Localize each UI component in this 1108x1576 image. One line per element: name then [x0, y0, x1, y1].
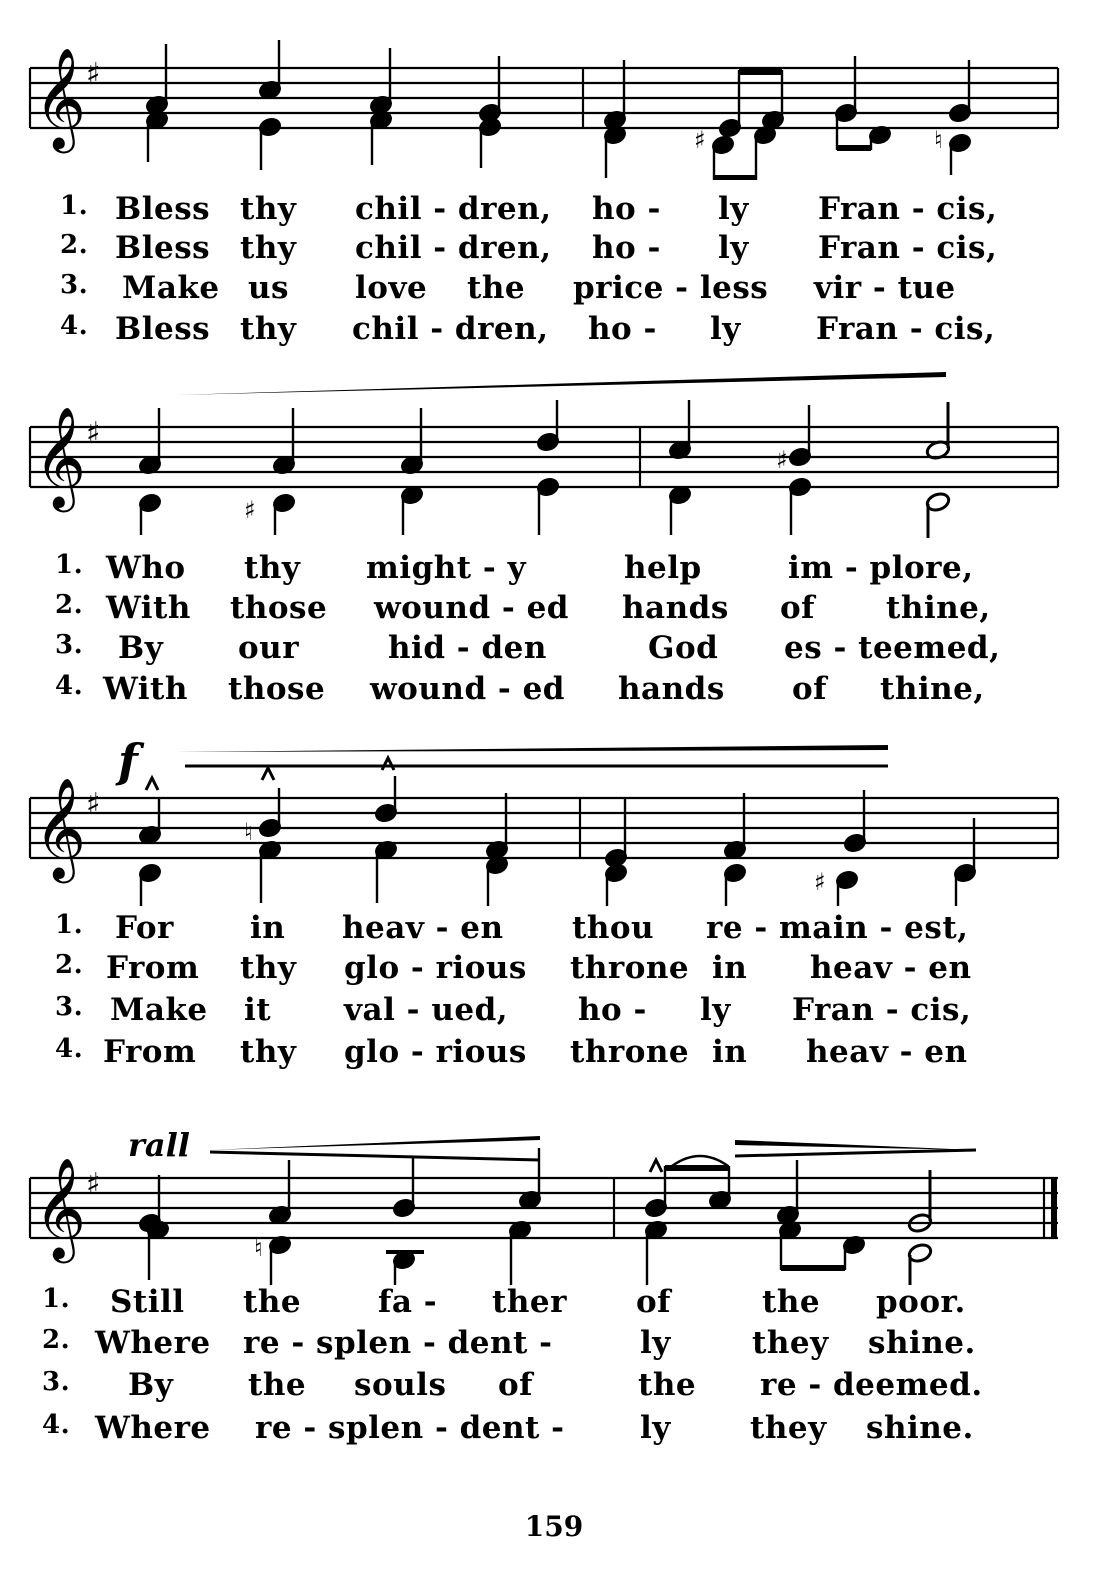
lyric-syllable: poor.	[876, 1284, 966, 1320]
sharp-icon: ♯	[244, 496, 256, 524]
lyric-syllable: By	[118, 630, 164, 666]
lyric-syllable: Bless	[115, 191, 211, 227]
lyric-syllable: hands	[622, 590, 729, 626]
lyric-syllable: hid - den	[388, 630, 547, 666]
verse-number: 2.	[55, 590, 84, 620]
verse-4-line	[0, 1034, 1108, 1074]
lyric-syllable: ly	[718, 230, 749, 266]
lyric-syllable: glo - rious	[344, 950, 527, 986]
lyric-syllable: Fran - cis,	[792, 992, 972, 1028]
lyric-syllable: they	[752, 1325, 829, 1361]
verse-2-line	[0, 230, 1108, 270]
lyric-syllable: Make	[110, 992, 208, 1028]
lyric-syllable: fa -	[378, 1284, 438, 1320]
lyric-syllable: it	[244, 992, 272, 1028]
verse-1-line	[0, 191, 1108, 231]
lyric-syllable: thy	[240, 950, 297, 986]
verse-number: 4.	[55, 671, 84, 701]
lyric-syllable: chil - dren,	[355, 230, 552, 266]
verse-number: 2.	[42, 1325, 71, 1355]
verse-2-line	[0, 590, 1108, 630]
page-number: 159	[524, 1510, 584, 1543]
lyric-syllable: shine.	[868, 1325, 976, 1361]
verse-number: 3.	[42, 1367, 71, 1397]
verse-1-line	[0, 910, 1108, 950]
lyric-syllable: ly	[640, 1325, 671, 1361]
lyric-syllable: price - less	[573, 270, 769, 306]
lyric-syllable: Who	[106, 550, 186, 586]
lyric-syllable: they	[750, 1410, 827, 1446]
crescendo-hairpin	[210, 1136, 540, 1150]
verse-2-line	[0, 950, 1108, 990]
lyric-syllable: shine.	[866, 1410, 974, 1446]
lyric-syllable: wound - ed	[374, 590, 569, 626]
lyric-syllable: Fran - cis,	[818, 191, 998, 227]
lyric-syllable: might - y	[366, 550, 527, 586]
staff-3	[0, 728, 1108, 908]
lyric-syllable: those	[230, 590, 328, 626]
lyric-syllable: throne	[570, 950, 690, 986]
lyric-syllable: thy	[244, 550, 301, 586]
sharp-icon: ♯	[814, 868, 826, 896]
sharp-icon: ♯	[86, 1167, 101, 1202]
lyric-syllable: thy	[240, 191, 297, 227]
lyric-syllable: ly	[640, 1410, 671, 1446]
lyric-syllable: ly	[710, 311, 741, 347]
lyric-syllable: thy	[240, 311, 297, 347]
lyric-syllable: Where	[95, 1325, 211, 1361]
lyric-syllable: the	[638, 1367, 697, 1403]
lyric-syllable: throne	[570, 1034, 690, 1070]
verse-number: 3.	[55, 630, 84, 660]
sharp-icon: ♯	[86, 416, 101, 451]
verse-number: 3.	[55, 992, 84, 1022]
verse-4-line	[0, 671, 1108, 711]
lyric-syllable: im - plore,	[788, 550, 974, 586]
lyric-syllable: val - ued,	[344, 992, 509, 1028]
dynamic-marking: f	[118, 734, 138, 788]
lyric-syllable: re - splen - dent -	[243, 1325, 553, 1361]
lyric-syllable: Bless	[115, 230, 211, 266]
lyric-syllable: ly	[718, 191, 749, 227]
verse-number: 3.	[60, 270, 89, 300]
lyric-syllable: es - teemed,	[784, 630, 1001, 666]
lyric-syllable: of	[792, 671, 828, 707]
lyric-syllable: in	[250, 910, 286, 946]
lyric-syllable: our	[238, 630, 300, 666]
verse-number: 1.	[55, 910, 84, 940]
natural-icon: ♮	[934, 126, 943, 154]
lyric-syllable: in	[712, 950, 748, 986]
verse-number: 1.	[60, 191, 89, 221]
lyric-syllable: re - main - est,	[706, 910, 969, 946]
lyric-syllable: heav - en	[806, 1034, 968, 1070]
lyric-syllable: With	[103, 671, 188, 707]
lyric-syllable: thy	[240, 1034, 297, 1070]
lyric-syllable: vir - tue	[814, 270, 956, 306]
lyric-syllable: the	[243, 1284, 302, 1320]
lyric-syllable: ly	[700, 992, 731, 1028]
decrescendo-hairpin	[735, 1140, 976, 1150]
lyric-syllable: heav - en	[810, 950, 972, 986]
staff-4	[0, 1120, 1108, 1290]
lyric-syllable: thou	[572, 910, 655, 946]
natural-icon: ♮	[254, 1234, 263, 1262]
lyric-syllable: of	[780, 590, 816, 626]
lyric-syllable: of	[636, 1284, 672, 1320]
crescendo-hairpin	[176, 745, 888, 752]
natural-icon: ♮	[244, 818, 253, 846]
treble-clef-icon: 𝄞	[34, 1156, 87, 1259]
lyric-syllable: ho -	[592, 230, 661, 266]
lyric-syllable: chil - dren,	[355, 191, 552, 227]
verse-number: 2.	[60, 230, 89, 260]
lyric-syllable: By	[128, 1367, 174, 1403]
lyric-syllable: ho -	[588, 311, 657, 347]
verse-number: 2.	[55, 950, 84, 980]
lyric-syllable: From	[106, 950, 200, 986]
lyric-syllable: heav - en	[342, 910, 504, 946]
lyric-syllable: thine,	[880, 671, 985, 707]
verse-3-line	[0, 630, 1108, 670]
lyric-syllable: With	[106, 590, 191, 626]
lyric-syllable: Still	[110, 1284, 185, 1320]
lyric-syllable: God	[648, 630, 719, 666]
lyric-syllable: the	[762, 1284, 821, 1320]
verse-number: 1.	[55, 550, 84, 580]
verse-1-line	[0, 550, 1108, 590]
verse-1-line	[0, 1284, 1108, 1324]
treble-clef-icon: 𝄞	[34, 46, 87, 149]
verse-number: 4.	[42, 1410, 71, 1440]
lyric-syllable: thy	[240, 230, 297, 266]
lyric-syllable: of	[498, 1367, 534, 1403]
lyric-syllable: love	[355, 270, 428, 306]
lyric-syllable: re - splen - dent -	[255, 1410, 565, 1446]
lyric-syllable: glo - rious	[344, 1034, 527, 1070]
lyric-syllable: Fran - cis,	[818, 230, 998, 266]
lyric-syllable: ho -	[592, 191, 661, 227]
verse-4-line	[0, 1410, 1108, 1450]
lyric-syllable: For	[115, 910, 174, 946]
crescendo-hairpin	[176, 372, 946, 395]
lyric-syllable: us	[248, 270, 289, 306]
verse-4-line	[0, 311, 1108, 351]
lyric-syllable: wound - ed	[370, 671, 565, 707]
lyric-syllable: hands	[618, 671, 725, 707]
lyric-syllable: in	[712, 1034, 748, 1070]
lyric-syllable: thine,	[886, 590, 991, 626]
sharp-icon: ♯	[86, 57, 101, 92]
staff-2	[0, 360, 1108, 540]
verse-3-line	[0, 270, 1108, 310]
lyric-syllable: ho -	[578, 992, 647, 1028]
tempo-marking: rall	[128, 1126, 190, 1164]
lyric-syllable: help	[624, 550, 702, 586]
treble-clef-icon: 𝄞	[34, 776, 87, 879]
lyric-syllable: Bless	[115, 311, 211, 347]
staff-1	[0, 0, 1108, 180]
treble-clef-icon: 𝄞	[34, 405, 87, 508]
verse-number: 4.	[60, 311, 89, 341]
verse-number: 1.	[42, 1284, 71, 1314]
sharp-icon: ♯	[86, 787, 101, 822]
verse-2-line	[0, 1325, 1108, 1365]
sharp-icon: ♯	[694, 126, 706, 154]
verse-3-line	[0, 1367, 1108, 1407]
lyric-syllable: ther	[492, 1284, 567, 1320]
lyric-syllable: the	[248, 1367, 307, 1403]
lyric-syllable: Make	[122, 270, 220, 306]
lyric-syllable: chil - dren,	[352, 311, 549, 347]
sharp-icon: ♯	[776, 446, 788, 474]
lyric-syllable: souls	[354, 1367, 447, 1403]
lyric-syllable: Where	[95, 1410, 211, 1446]
lyric-syllable: re - deemed.	[760, 1367, 983, 1403]
lyric-syllable: those	[228, 671, 326, 707]
verse-number: 4.	[55, 1034, 84, 1064]
lyric-syllable: From	[103, 1034, 197, 1070]
lyric-syllable: the	[467, 270, 526, 306]
lyric-syllable: Fran - cis,	[816, 311, 996, 347]
verse-3-line	[0, 992, 1108, 1032]
